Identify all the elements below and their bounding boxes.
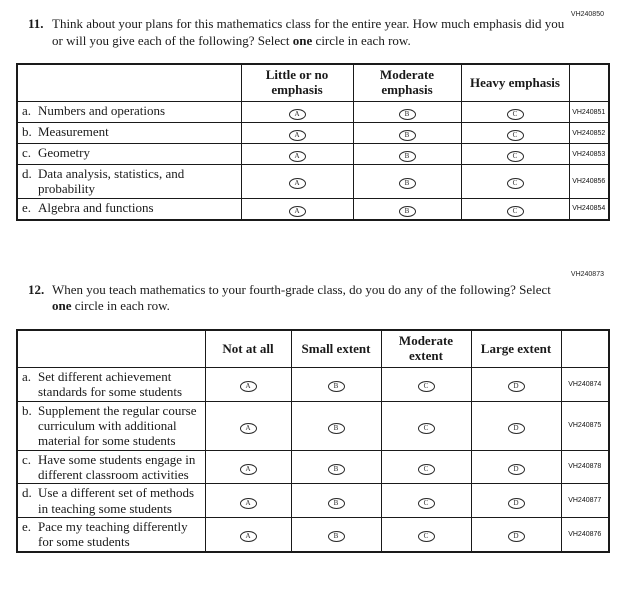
question-12-table xyxy=(16,329,610,552)
q12-header-small: Small extent xyxy=(291,330,381,367)
q12-row-a-option-moderate[interactable]: C xyxy=(418,381,435,392)
q12-row-d-option-moderate[interactable]: C xyxy=(418,498,435,509)
q12-row-d-cell-4 xyxy=(471,484,561,518)
q12-row-c-option-small[interactable]: B xyxy=(328,464,345,475)
q11-row-c-label xyxy=(17,144,241,165)
q11-header-row xyxy=(17,64,609,101)
question-12-prompt xyxy=(52,282,566,315)
q11-row-d xyxy=(17,165,609,199)
q12-row-d xyxy=(17,484,609,518)
q12-row-e-code: VH240876 xyxy=(561,517,609,551)
q11-row-e-cell-1 xyxy=(241,198,353,220)
q11-row-e-option-heavy[interactable]: C xyxy=(507,206,524,217)
q12-row-a-option-small[interactable]: B xyxy=(328,381,345,392)
q11-row-b xyxy=(17,123,609,144)
q11-header-heavy: Heavy emphasis xyxy=(461,64,569,101)
row-text: Measurement xyxy=(38,124,109,140)
row-text: Numbers and operations xyxy=(38,103,166,119)
row-letter: b. xyxy=(22,402,32,418)
q11-row-b-option-heavy[interactable]: C xyxy=(507,130,524,141)
q12-row-e-option-small[interactable]: B xyxy=(328,531,345,542)
prompt-text: When you teach mathematics to your fourth-grade class, do you do any of the following? Select xyxy=(52,281,551,297)
q11-row-c-option-little[interactable]: A xyxy=(289,151,306,162)
q12-row-b xyxy=(17,401,609,450)
q11-row-a-label xyxy=(17,102,241,123)
q12-row-b-cell-1 xyxy=(205,401,291,450)
q12-row-e-option-moderate[interactable]: C xyxy=(418,531,435,542)
question-12-number: 12. xyxy=(28,281,45,297)
q11-row-c xyxy=(17,144,609,165)
q12-row-a-cell-2 xyxy=(291,367,381,401)
q12-row-e-cell-3 xyxy=(381,517,471,551)
q11-row-c-code: VH240853 xyxy=(569,144,609,165)
row-letter: e. xyxy=(22,199,32,215)
q12-row-c-cell-1 xyxy=(205,450,291,484)
q12-row-a-cell-4 xyxy=(471,367,561,401)
q11-row-e-option-moderate[interactable]: B xyxy=(399,206,416,217)
q12-row-b-option-small[interactable]: B xyxy=(328,423,345,434)
q12-row-e-label xyxy=(17,517,205,551)
prompt-text: circle in each row. xyxy=(74,298,170,314)
question-11-prompt xyxy=(52,16,566,49)
prompt-bold-word: one xyxy=(292,32,313,48)
prompt-bold-word: one xyxy=(52,298,72,314)
q11-row-d-option-heavy[interactable]: C xyxy=(507,178,524,189)
q12-row-d-option-large[interactable]: D xyxy=(508,498,525,509)
row-text: Use a different set of methods in teaching some students xyxy=(38,485,195,516)
q11-header-moderate: Moderate emphasis xyxy=(353,64,461,101)
row-text: Have some students engage in different classroom activities xyxy=(38,451,196,482)
q12-row-b-option-large[interactable]: D xyxy=(508,423,525,434)
q11-row-c-option-heavy[interactable]: C xyxy=(507,151,524,162)
q11-row-c-option-moderate[interactable]: B xyxy=(399,151,416,162)
q12-row-a-option-notatall[interactable]: A xyxy=(240,381,257,392)
form-code-top: VH240850 xyxy=(570,11,604,18)
q12-header-row xyxy=(17,330,609,367)
q12-row-e xyxy=(17,517,609,551)
q12-row-d-cell-2 xyxy=(291,484,381,518)
row-letter: d. xyxy=(22,485,32,501)
q11-row-a-cell-2 xyxy=(353,102,461,123)
q11-row-d-option-moderate[interactable]: B xyxy=(399,178,416,189)
q12-row-c-code: VH240878 xyxy=(561,450,609,484)
q12-row-b-label xyxy=(17,401,205,450)
q12-row-c-option-moderate[interactable]: C xyxy=(418,464,435,475)
q11-row-d-cell-3 xyxy=(461,165,569,199)
question-11-number: 11. xyxy=(28,16,44,31)
q12-row-d-label xyxy=(17,484,205,518)
q11-row-a-cell-3 xyxy=(461,102,569,123)
prompt-text: Think about your plans for this mathematics class for the entire year. How much emphasis did you or will you give each of the following? Select xyxy=(52,16,565,48)
q12-row-a-cell-1 xyxy=(205,367,291,401)
q11-row-a-option-moderate[interactable]: B xyxy=(399,109,416,120)
row-text: Algebra and functions xyxy=(38,199,154,215)
row-letter: c. xyxy=(22,451,32,467)
question-11 xyxy=(28,16,566,49)
q12-row-c-option-notatall[interactable]: A xyxy=(240,464,257,475)
q12-row-c-cell-2 xyxy=(291,450,381,484)
q11-row-b-option-little[interactable]: A xyxy=(289,130,306,141)
q12-header-empty xyxy=(17,330,205,367)
q11-row-b-option-moderate[interactable]: B xyxy=(399,130,416,141)
q12-row-c-option-large[interactable]: D xyxy=(508,464,525,475)
question-11-table xyxy=(16,63,610,221)
row-letter: c. xyxy=(22,145,32,161)
row-letter: a. xyxy=(22,103,32,119)
q12-row-c-cell-3 xyxy=(381,450,471,484)
q12-header-notatall: Not at all xyxy=(205,330,291,367)
row-text: Pace my teaching differently for some students xyxy=(38,518,188,550)
q11-row-d-code: VH240856 xyxy=(569,165,609,199)
q12-row-b-option-notatall[interactable]: A xyxy=(240,423,257,434)
q12-header-code-empty xyxy=(561,330,609,367)
q12-row-d-code: VH240877 xyxy=(561,484,609,518)
q12-header-moderate: Moderate extent xyxy=(381,330,471,367)
q11-row-a-option-little[interactable]: A xyxy=(289,109,306,120)
q11-row-c-cell-1 xyxy=(241,144,353,165)
q12-row-e-option-large[interactable]: D xyxy=(508,531,525,542)
q11-row-a-code: VH240851 xyxy=(569,102,609,123)
row-letter: a. xyxy=(22,368,32,384)
q12-row-a-label xyxy=(17,367,205,401)
q12-row-a-code: VH240874 xyxy=(561,367,609,401)
q12-row-e-cell-4 xyxy=(471,517,561,551)
q11-row-b-code: VH240852 xyxy=(569,123,609,144)
row-text: Data analysis, statistics, and probability xyxy=(38,166,185,197)
q11-row-d-label xyxy=(17,165,241,199)
q11-header-code-empty xyxy=(569,64,609,101)
row-letter: d. xyxy=(22,166,32,182)
q11-row-d-cell-2 xyxy=(353,165,461,199)
form-code-q12: VH240873 xyxy=(570,270,604,278)
q11-row-b-cell-1 xyxy=(241,123,353,144)
q12-row-d-option-small[interactable]: B xyxy=(328,498,345,509)
q11-row-a xyxy=(17,102,609,123)
q12-row-a-cell-3 xyxy=(381,367,471,401)
row-letter: e. xyxy=(22,518,32,534)
q11-row-d-option-little[interactable]: A xyxy=(289,178,306,189)
q12-row-c xyxy=(17,450,609,484)
q12-row-e-cell-2 xyxy=(291,517,381,551)
q12-row-d-cell-1 xyxy=(205,484,291,518)
q11-row-a-cell-1 xyxy=(241,102,353,123)
row-text: Supplement the regular course curriculum with additional material for some students xyxy=(38,402,197,449)
q12-row-d-option-notatall[interactable]: A xyxy=(240,498,257,509)
q12-row-e-cell-1 xyxy=(205,517,291,551)
prompt-text: circle in each row. xyxy=(315,32,411,48)
q11-row-e-cell-3 xyxy=(461,198,569,220)
q11-row-c-cell-3 xyxy=(461,144,569,165)
q11-row-c-cell-2 xyxy=(353,144,461,165)
q11-row-b-cell-2 xyxy=(353,123,461,144)
q11-row-a-option-heavy[interactable]: C xyxy=(507,109,524,120)
q12-row-b-option-moderate[interactable]: C xyxy=(418,423,435,434)
q12-header-large: Large extent xyxy=(471,330,561,367)
q11-row-e xyxy=(17,198,609,220)
q12-row-d-cell-3 xyxy=(381,484,471,518)
row-text: Geometry xyxy=(38,145,90,161)
q11-row-e-label xyxy=(17,198,241,220)
q12-row-b-cell-2 xyxy=(291,401,381,450)
q11-row-d-cell-1 xyxy=(241,165,353,199)
q12-row-a-option-large[interactable]: D xyxy=(508,381,525,392)
q12-row-c-cell-4 xyxy=(471,450,561,484)
q11-row-e-cell-2 xyxy=(353,198,461,220)
q12-row-c-label xyxy=(17,450,205,484)
q11-header-empty xyxy=(17,64,241,101)
q11-header-little: Little or no emphasis xyxy=(241,64,353,101)
q12-row-a xyxy=(17,367,609,401)
q11-row-b-cell-3 xyxy=(461,123,569,144)
q12-row-b-cell-3 xyxy=(381,401,471,450)
q11-row-b-label xyxy=(17,123,241,144)
q12-row-b-code: VH240875 xyxy=(561,401,609,450)
row-letter: b. xyxy=(22,124,32,140)
q12-row-e-option-notatall[interactable]: A xyxy=(240,531,257,542)
q12-row-b-cell-4 xyxy=(471,401,561,450)
q11-row-e-option-little[interactable]: A xyxy=(289,206,306,217)
row-text: Set different achievement standards for some students xyxy=(38,368,183,400)
question-12 xyxy=(28,282,566,315)
q11-row-e-code: VH240854 xyxy=(569,198,609,220)
